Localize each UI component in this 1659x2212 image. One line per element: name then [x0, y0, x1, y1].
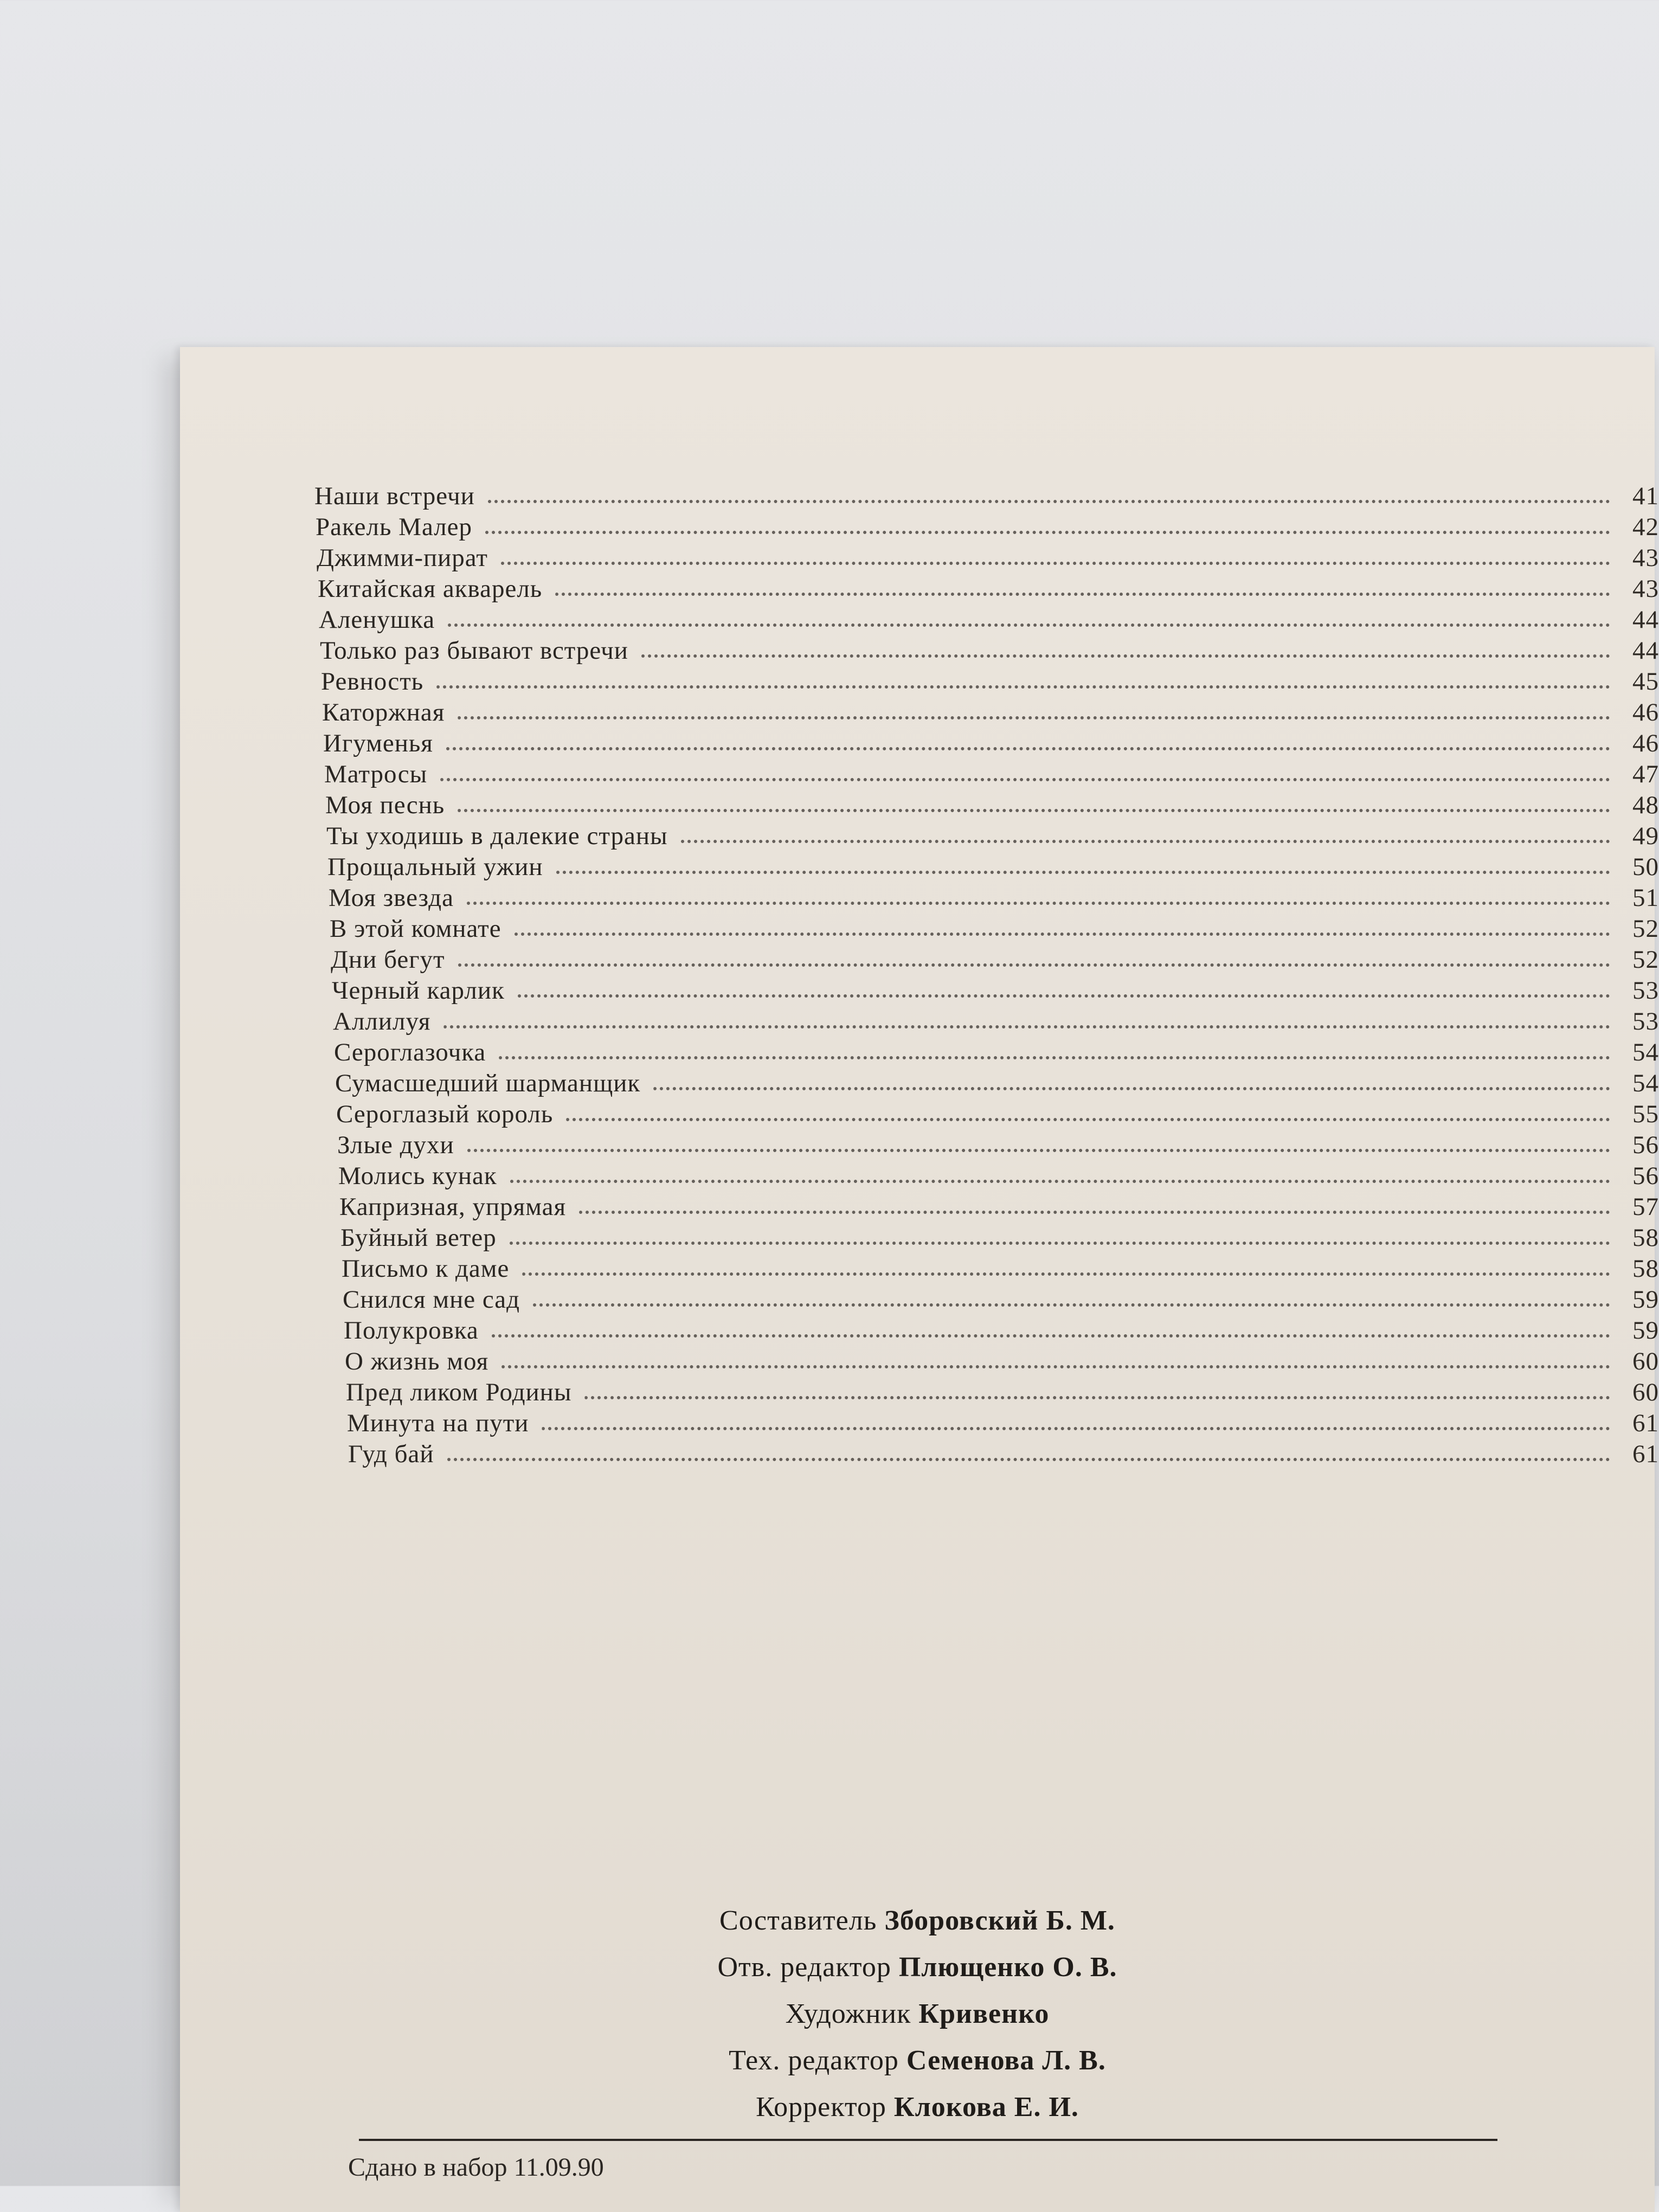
toc-entry-title: Дни бегут [331, 946, 445, 974]
toc-entry [335, 1067, 1659, 1098]
toc-entry-title: О жизнь моя [345, 1347, 489, 1375]
credit-role: Тех. редактор [729, 2045, 899, 2076]
toc-entry-title: Каторжная [322, 698, 445, 726]
toc-entry-page: 42 [1632, 513, 1659, 541]
toc-leader-dots [458, 962, 1610, 967]
toc-entry-page: 51 [1632, 884, 1659, 912]
toc-leader-dots [458, 808, 1610, 812]
toc-entry-page: 46 [1632, 729, 1659, 757]
toc-entry-page: 56 [1632, 1162, 1659, 1190]
toc-leader-dots [443, 1024, 1610, 1028]
toc-entry [333, 1005, 1659, 1036]
credit-line [180, 1991, 1655, 2037]
toc-entry-page: 52 [1632, 946, 1659, 974]
toc-leader-dots [467, 1148, 1610, 1152]
toc-entry-page: 41 [1632, 482, 1659, 510]
toc-entry-page: 43 [1632, 544, 1659, 572]
toc-entry-title: Джимми-пират [317, 544, 488, 572]
credit-name: Плющенко О. В. [898, 1952, 1117, 1983]
toc-entry-page: 56 [1632, 1131, 1659, 1159]
toc-entry [324, 758, 1659, 789]
publication-credits [180, 1898, 1655, 2131]
toc-entry-title: В этой комнате [330, 915, 501, 943]
toc-leader-dots [579, 1210, 1610, 1214]
toc-entry-page: 60 [1632, 1347, 1659, 1375]
toc-entry [321, 665, 1659, 696]
toc-entry [343, 1283, 1659, 1314]
toc-entry [330, 912, 1659, 943]
toc-leader-dots [501, 1364, 1610, 1368]
toc-leader-dots [653, 1086, 1610, 1090]
toc-leader-dots [510, 1240, 1610, 1245]
toc-entry [317, 542, 1659, 573]
toc-entry-page: 53 [1632, 1007, 1659, 1036]
toc-leader-dots [510, 1179, 1610, 1183]
toc-entry-page: 46 [1632, 698, 1659, 726]
toc-entry-title: Аленушка [319, 606, 435, 634]
toc-entry-page: 58 [1632, 1224, 1659, 1252]
toc-entry [320, 634, 1659, 665]
toc-entry-page: 55 [1632, 1100, 1659, 1128]
toc-entry-page: 54 [1632, 1069, 1659, 1097]
toc-entry-title: Моя звезда [329, 884, 454, 912]
credit-role: Корректор [756, 2092, 886, 2123]
toc-entry-page: 59 [1632, 1285, 1659, 1314]
toc-leader-dots [641, 653, 1610, 658]
toc-entry-page: 52 [1632, 915, 1659, 943]
toc-leader-dots [458, 715, 1610, 719]
toc-entry-title: Сероглазый король [336, 1100, 554, 1128]
toc-entry [338, 1160, 1659, 1191]
toc-leader-dots [499, 1055, 1610, 1059]
toc-entry [326, 820, 1659, 851]
toc-entry [325, 789, 1659, 820]
toc-entry [345, 1345, 1659, 1376]
toc-entry-title: Пред ликом Родины [346, 1378, 572, 1406]
toc-entry [327, 851, 1659, 882]
toc-entry-page: 48 [1632, 791, 1659, 819]
toc-entry-page: 43 [1632, 575, 1659, 603]
toc-entry-title: Черный карлик [332, 976, 505, 1005]
credit-name: Семенова Л. В. [906, 2045, 1106, 2076]
toc-entry-page: 53 [1632, 976, 1659, 1005]
toc-entry [319, 603, 1659, 634]
toc-entry-title: Злые духи [337, 1131, 454, 1159]
toc-entry-title: Матросы [324, 760, 428, 788]
credit-line [180, 1944, 1655, 1991]
credit-line [180, 1898, 1655, 1944]
toc-leader-dots [555, 591, 1610, 596]
credit-name: Клокова Е. И. [893, 2092, 1079, 2123]
toc-entry [323, 727, 1659, 758]
toc-leader-dots [467, 901, 1610, 905]
credit-name: Кривенко [918, 1998, 1050, 2029]
credit-role: Составитель [719, 1905, 877, 1936]
toc-leader-dots [448, 622, 1610, 627]
toc-entry-title: Ревность [321, 667, 424, 696]
toc-entry-title: Капризная, упрямая [339, 1193, 567, 1221]
toc-leader-dots [556, 870, 1610, 874]
toc-entry-page: 50 [1632, 853, 1659, 881]
toc-leader-dots [447, 1457, 1610, 1461]
toc-entry [344, 1314, 1659, 1345]
toc-entry-title: Китайская акварель [318, 575, 543, 603]
toc-entry [332, 974, 1659, 1005]
toc-entry-title: Минута на пути [347, 1409, 529, 1437]
toc-entry [336, 1098, 1659, 1129]
toc-entry [331, 943, 1659, 974]
toc-entry [316, 511, 1659, 542]
toc-entry-page: 44 [1632, 606, 1659, 634]
toc-leader-dots [533, 1302, 1610, 1307]
toc-leader-dots [522, 1271, 1610, 1276]
toc-entry-page: 61 [1632, 1440, 1659, 1468]
toc-leader-dots [440, 777, 1610, 781]
toc-entry-page: 61 [1632, 1409, 1659, 1437]
toc-entry [342, 1252, 1659, 1283]
toc-entry-title: Буйный ветер [340, 1224, 497, 1252]
toc-leader-dots [566, 1117, 1610, 1121]
toc-leader-dots [518, 993, 1610, 998]
toc-entry-title: Ты уходишь в далекие страны [326, 822, 668, 850]
toc-entry-title: Гуд бай [348, 1440, 434, 1468]
toc-entry-page: 47 [1632, 760, 1659, 788]
credit-role: Художник [785, 1998, 911, 2029]
toc-entry [318, 573, 1659, 603]
toc-entry [347, 1407, 1659, 1438]
toc-entry [348, 1438, 1659, 1469]
book-page [180, 347, 1659, 2212]
toc-entry-title: Аллилуя [333, 1007, 431, 1036]
toc-entry [337, 1129, 1659, 1160]
toc-entry [346, 1376, 1659, 1407]
toc-entry [329, 882, 1659, 912]
separator-rule [359, 2139, 1497, 2141]
toc-leader-dots [515, 931, 1610, 936]
credit-line [180, 2037, 1655, 2084]
toc-entry-page: 58 [1632, 1255, 1659, 1283]
toc-entry-page: 49 [1632, 822, 1659, 850]
toc-entry [314, 480, 1659, 511]
toc-entry-title: Моя песнь [325, 791, 445, 819]
toc-leader-dots [436, 684, 1610, 689]
toc-leader-dots [446, 746, 1610, 750]
toc-entry-title: Ракель Малер [316, 513, 473, 541]
toc-leader-dots [485, 530, 1610, 534]
toc-entry-title: Только раз бывают встречи [320, 636, 628, 665]
toc-entry-title: Игуменья [323, 729, 433, 757]
credit-role: Отв. редактор [717, 1952, 891, 1983]
toc-entry-title: Молись кунак [338, 1162, 497, 1190]
toc-entry-title: Сумасшедший шарманщик [335, 1069, 641, 1097]
toc-leader-dots [488, 499, 1610, 503]
credit-name: Зборовский Б. М. [884, 1905, 1115, 1936]
toc-leader-dots [584, 1395, 1610, 1399]
toc-entry-title: Полукровка [344, 1316, 479, 1345]
credit-line [180, 2084, 1655, 2131]
toc-leader-dots [492, 1333, 1610, 1338]
toc-entry-page: 44 [1632, 636, 1659, 665]
toc-leader-dots [542, 1426, 1610, 1430]
toc-leader-dots [501, 561, 1610, 565]
table-of-contents [314, 480, 1659, 1469]
toc-entry-page: 54 [1632, 1038, 1659, 1066]
print-info-text: Сдано в набор 11.09.90 [348, 2153, 604, 2182]
toc-leader-dots [681, 839, 1610, 843]
toc-entry-page: 60 [1632, 1378, 1659, 1406]
toc-entry [339, 1191, 1659, 1221]
toc-entry [340, 1221, 1659, 1252]
toc-entry-title: Письмо к даме [342, 1255, 510, 1283]
toc-entry-page: 57 [1632, 1193, 1659, 1221]
toc-entry-page: 45 [1632, 667, 1659, 696]
toc-entry-title: Прощальный ужин [327, 853, 543, 881]
toc-entry-title: Наши встречи [314, 482, 475, 510]
toc-entry-page: 59 [1632, 1316, 1659, 1345]
toc-entry-title: Снился мне сад [343, 1285, 520, 1314]
toc-entry [322, 696, 1659, 727]
toc-entry-title: Сероглазочка [334, 1038, 486, 1066]
toc-entry [334, 1036, 1659, 1067]
